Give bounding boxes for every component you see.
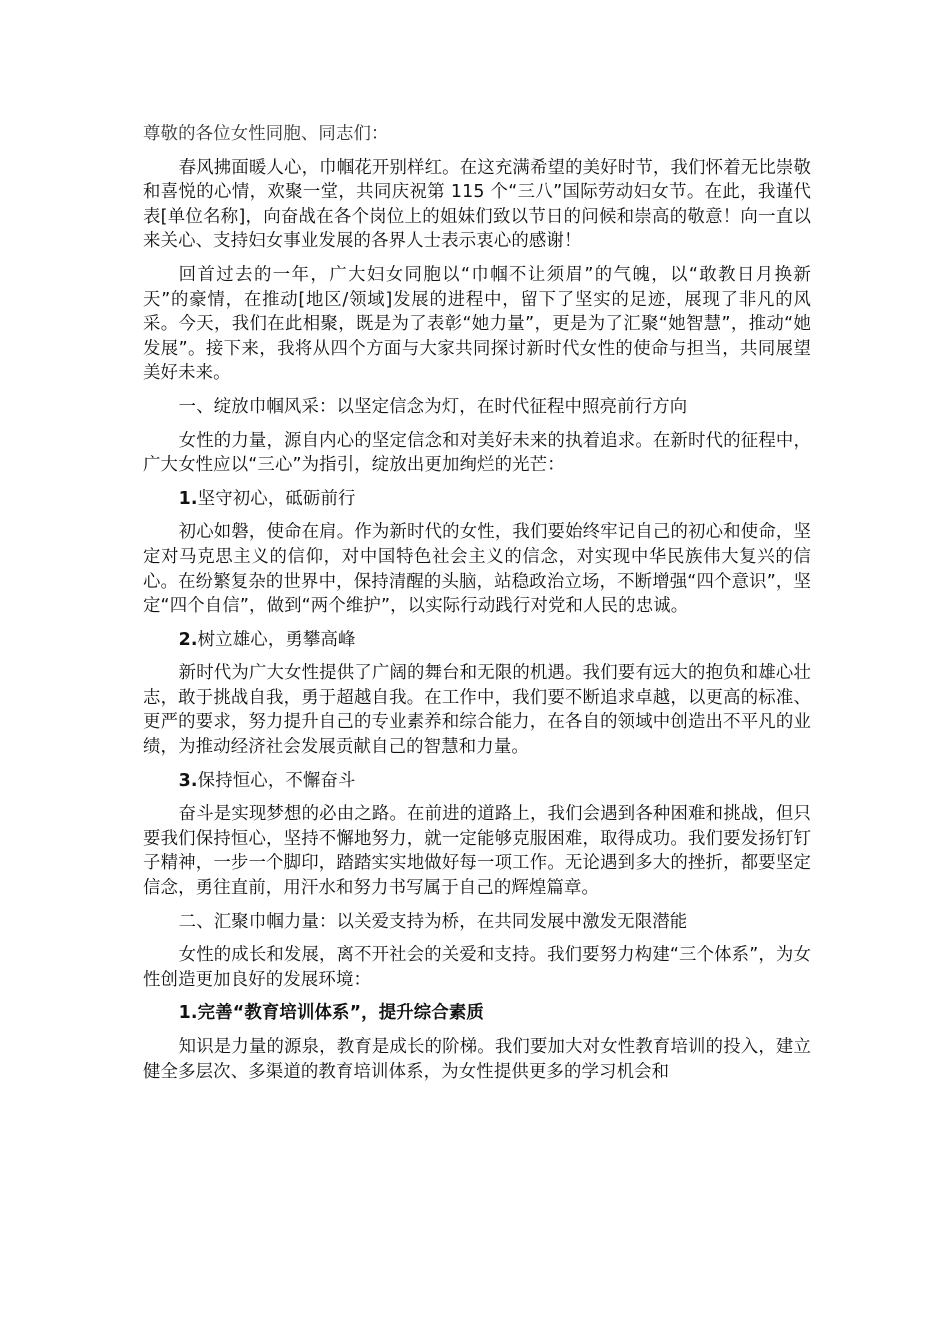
salutation: 尊敬的各位女性同胞、同志们： bbox=[143, 124, 389, 144]
paragraph-opening: 春风拂面暖人心，巾帼花开别样红。在这充满希望的美好时节，我们怀着无比崇敬和喜悦的心情，欢聚一堂，共同庆祝第 115 个“三八”国际劳动妇女节。在此，我谨代表[单位名称]，向奋战在各个岗位上的姐妹们致以节日的问候和崇高的敬意！向一直以来关心、支持妇女事业发展的各界人士表示衷心的感谢！ bbox=[143, 157, 811, 252]
subheading-number: 1. bbox=[178, 488, 198, 509]
paragraph-2-1: 知识是力量的源泉，教育是成长的阶梯。我们要加大对女性教育培训的投入，建立健全多层次、多渠道的教育培训体系，为女性提供更多的学习机会和 bbox=[143, 1037, 811, 1082]
paragraph-review: 回首过去的一年，广大妇女同胞以“巾帼不让须眉”的气魄，以“敢教日月换新天”的豪情，在推动[地区/领域]发展的进程中，留下了坚实的足迹，展现了非凡的风采。今天，我们在此相聚，既是为了表彰“她力量”，更是为了汇聚“她智慧”，推动“她发展”。接下来，我将从四个方面与大家共同探讨新时代女性的使命与担当，共同展望美好未来。 bbox=[143, 264, 811, 384]
paragraph-section-1-intro: 女性的力量，源自内心的坚定信念和对美好未来的执着追求。在新时代的征程中，广大女性应以“三心”为指引，绽放出更加绚烂的光芒： bbox=[143, 430, 811, 476]
paragraph-1-2: 新时代为广大女性提供了广阔的舞台和无限的机遇。我们要有远大的抱负和雄心壮志，敢于挑战自我，勇于超越自我。在工作中，我们要不断追求卓越，以更高的标准、更严的要求，努力提升自己的专业素养和综合能力，在各自的领域中创造出不平凡的业绩，为推动经济社会发展贡献自己的智慧和力量。 bbox=[143, 663, 811, 758]
subheading-text: 保持恒心，不懈奋斗 bbox=[197, 770, 356, 791]
subheading-number: 1. bbox=[178, 1003, 198, 1024]
document-body bbox=[143, 122, 811, 1093]
subheading-text: 坚守初心，砥砺前行 bbox=[197, 488, 356, 509]
subheading-text: 树立雄心，勇攀高峰 bbox=[197, 629, 356, 650]
subheading-1-2 bbox=[143, 628, 811, 653]
paragraph-1-3: 奋斗是实现梦想的必由之路。在前进的道路上，我们会遇到各种困难和挑战，但只要我们保持恒心，坚持不懈地努力，就一定能够克服困难，取得成功。我们要发扬钉钉子精神，一步一个脚印，踏踏实实地做好每一项工作。无论遇到多大的挫折，都要坚定信念，勇往直前，用汗水和努力书写属于自己的辉煌篇章。 bbox=[143, 804, 811, 899]
subheading-2-1 bbox=[143, 1001, 811, 1026]
section-heading-1: 一、绽放巾帼风采：以坚定信念为灯，在时代征程中照亮前行方向 bbox=[178, 396, 688, 417]
subheading-number: 2. bbox=[178, 629, 198, 650]
subheading-1-1 bbox=[143, 487, 811, 512]
paragraph-1-1: 初心如磐，使命在肩。作为新时代的女性，我们要始终牢记自己的初心和使命，坚定对马克思主义的信仰，对中国特色社会主义的信念，对实现中华民族伟大复兴的信心。在纷繁复杂的世界中，保持清醒的头脑，站稳政治立场，不断增强“四个意识”，坚定“四个自信”，做到“两个维护”，以实际行动践行对党和人民的忠诚。 bbox=[143, 522, 811, 617]
subheading-number: 3. bbox=[178, 770, 198, 791]
section-heading-2: 二、汇聚巾帼力量：以关爱支持为桥，在共同发展中激发无限潜能 bbox=[178, 911, 688, 932]
subheading-text: 完善“教育培训体系”，提升综合素质 bbox=[197, 1003, 484, 1024]
paragraph-section-2-intro: 女性的成长和发展，离不开社会的关爱和支持。我们要努力构建“三个体系”，为女性创造更加良好的发展环境： bbox=[143, 945, 811, 990]
subheading-1-3 bbox=[143, 769, 811, 794]
